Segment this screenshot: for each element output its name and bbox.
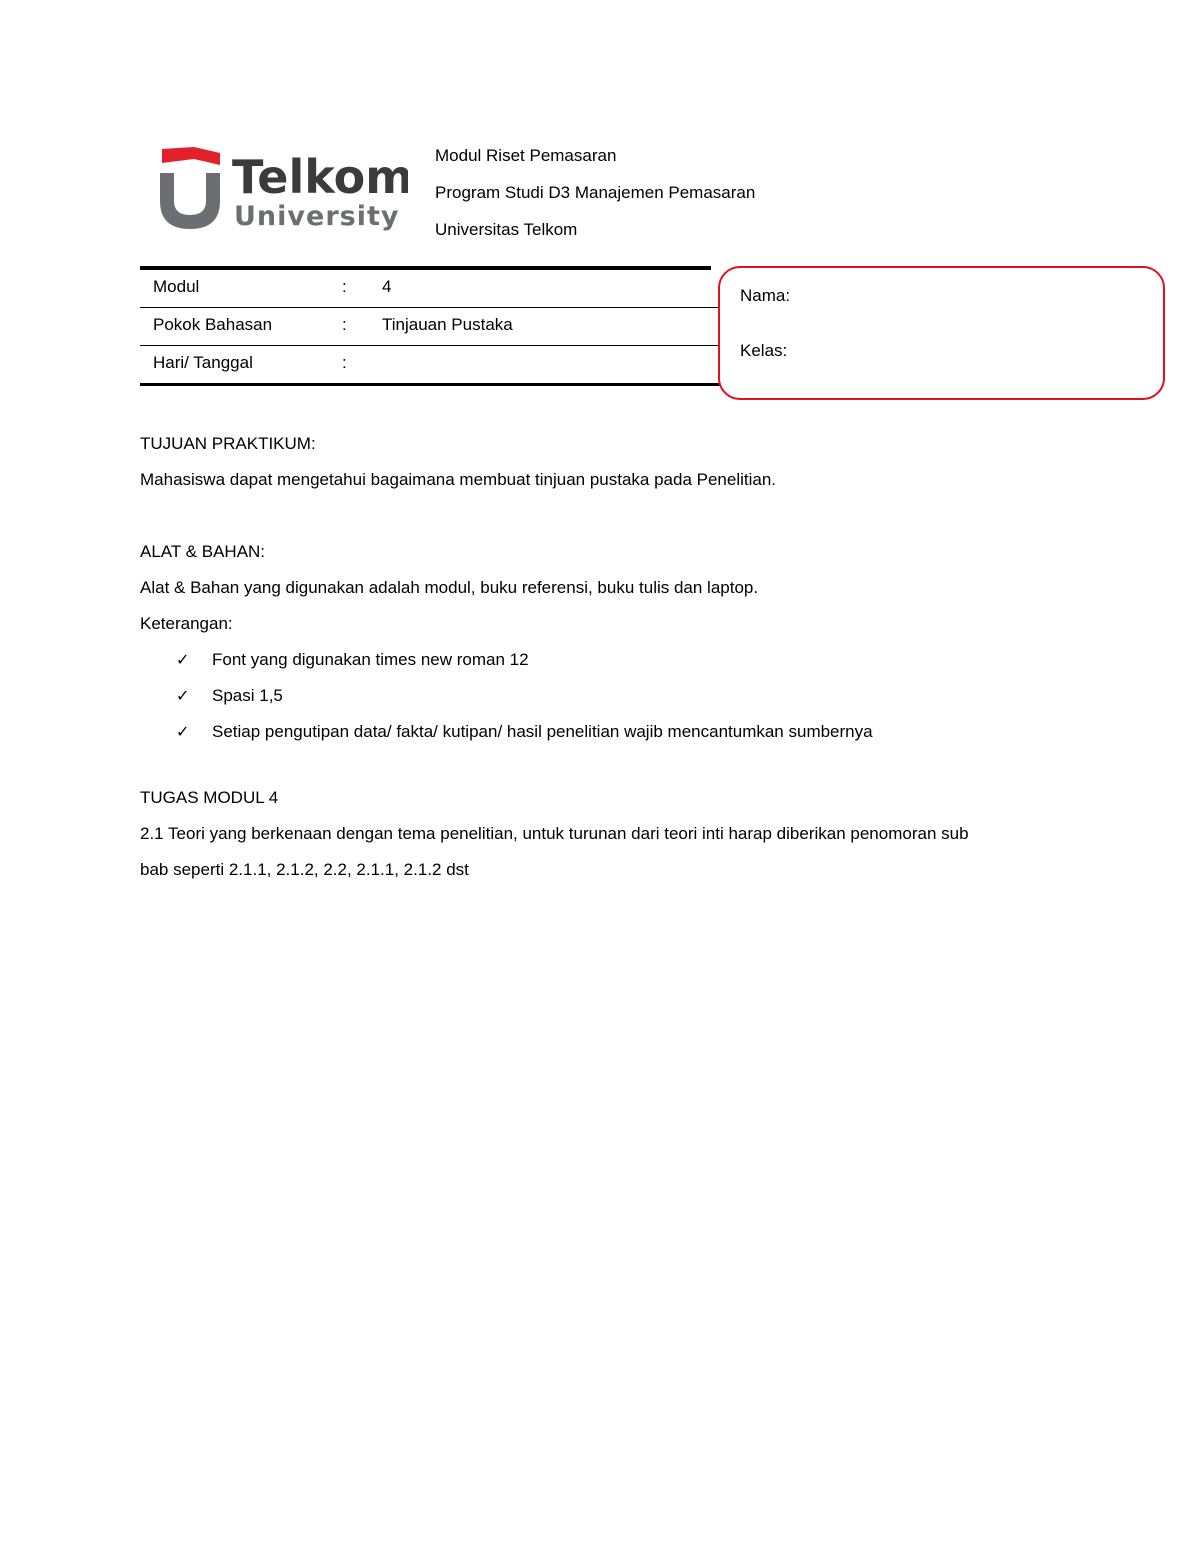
student-identity-box	[718, 266, 1165, 400]
row-colon: :	[342, 277, 347, 296]
tujuan-text: Mahasiswa dapat mengetahui bagaimana membuat tinjuan pustaka pada Penelitian.	[140, 470, 777, 489]
name-field-label[interactable]: Nama:	[740, 286, 791, 305]
list-item	[140, 719, 1100, 755]
telkom-university-logo	[158, 143, 408, 235]
document-body	[140, 431, 1100, 883]
list-item-text: Font yang digunakan times new roman 12	[212, 650, 529, 669]
header-program: Program Studi D3 Manajemen Pemasaran	[435, 183, 756, 202]
table-row-modul	[140, 270, 720, 308]
row-value: 4	[382, 277, 392, 296]
list-item-text: Setiap pengutipan data/ fakta/ kutipan/ hasil penelitian wajib mencantumkan sumbernya	[212, 722, 873, 741]
tugas-line-1: 2.1 Teori yang berkenaan dengan tema penelitian, untuk turunan dari teori inti harap diberikan penomoran sub	[140, 824, 969, 843]
checkmark-icon: ✓	[176, 686, 190, 705]
class-field-label[interactable]: Kelas:	[740, 341, 788, 360]
row-label: Pokok Bahasan	[153, 315, 273, 334]
row-label: Hari/ Tanggal	[153, 353, 253, 372]
row-colon: :	[342, 315, 347, 334]
checkmark-icon: ✓	[176, 650, 190, 669]
row-colon: :	[342, 353, 347, 372]
list-item	[140, 647, 1100, 683]
logo-word-telkom: Telkom	[232, 150, 408, 204]
tugas-section	[140, 785, 1100, 883]
tugas-line-2: bab seperti 2.1.1, 2.1.2, 2.2, 2.1.1, 2.1.2 dst	[140, 860, 469, 879]
logo-word-university: University	[234, 201, 400, 232]
table-row-pokok-bahasan	[140, 308, 720, 346]
tujuan-heading: TUJUAN PRAKTIKUM:	[140, 434, 316, 453]
row-value: Tinjauan Pustaka	[382, 315, 513, 334]
keterangan-list	[140, 647, 1100, 755]
row-label: Modul	[153, 277, 200, 296]
alat-heading: ALAT & BAHAN:	[140, 542, 266, 561]
keterangan-label: Keterangan:	[140, 614, 233, 633]
table-row-hari-tanggal	[140, 346, 720, 386]
checkmark-icon: ✓	[176, 722, 190, 741]
document-header	[435, 143, 755, 254]
alat-text: Alat & Bahan yang digunakan adalah modul, buku referensi, buku tulis dan laptop.	[140, 578, 759, 597]
list-item	[140, 683, 1100, 719]
tugas-heading: TUGAS MODUL 4	[140, 788, 279, 807]
header-university: Universitas Telkom	[435, 220, 578, 239]
list-item-text: Spasi 1,5	[212, 686, 283, 705]
header-module-title: Modul Riset Pemasaran	[435, 146, 617, 165]
module-info-table	[140, 266, 720, 386]
